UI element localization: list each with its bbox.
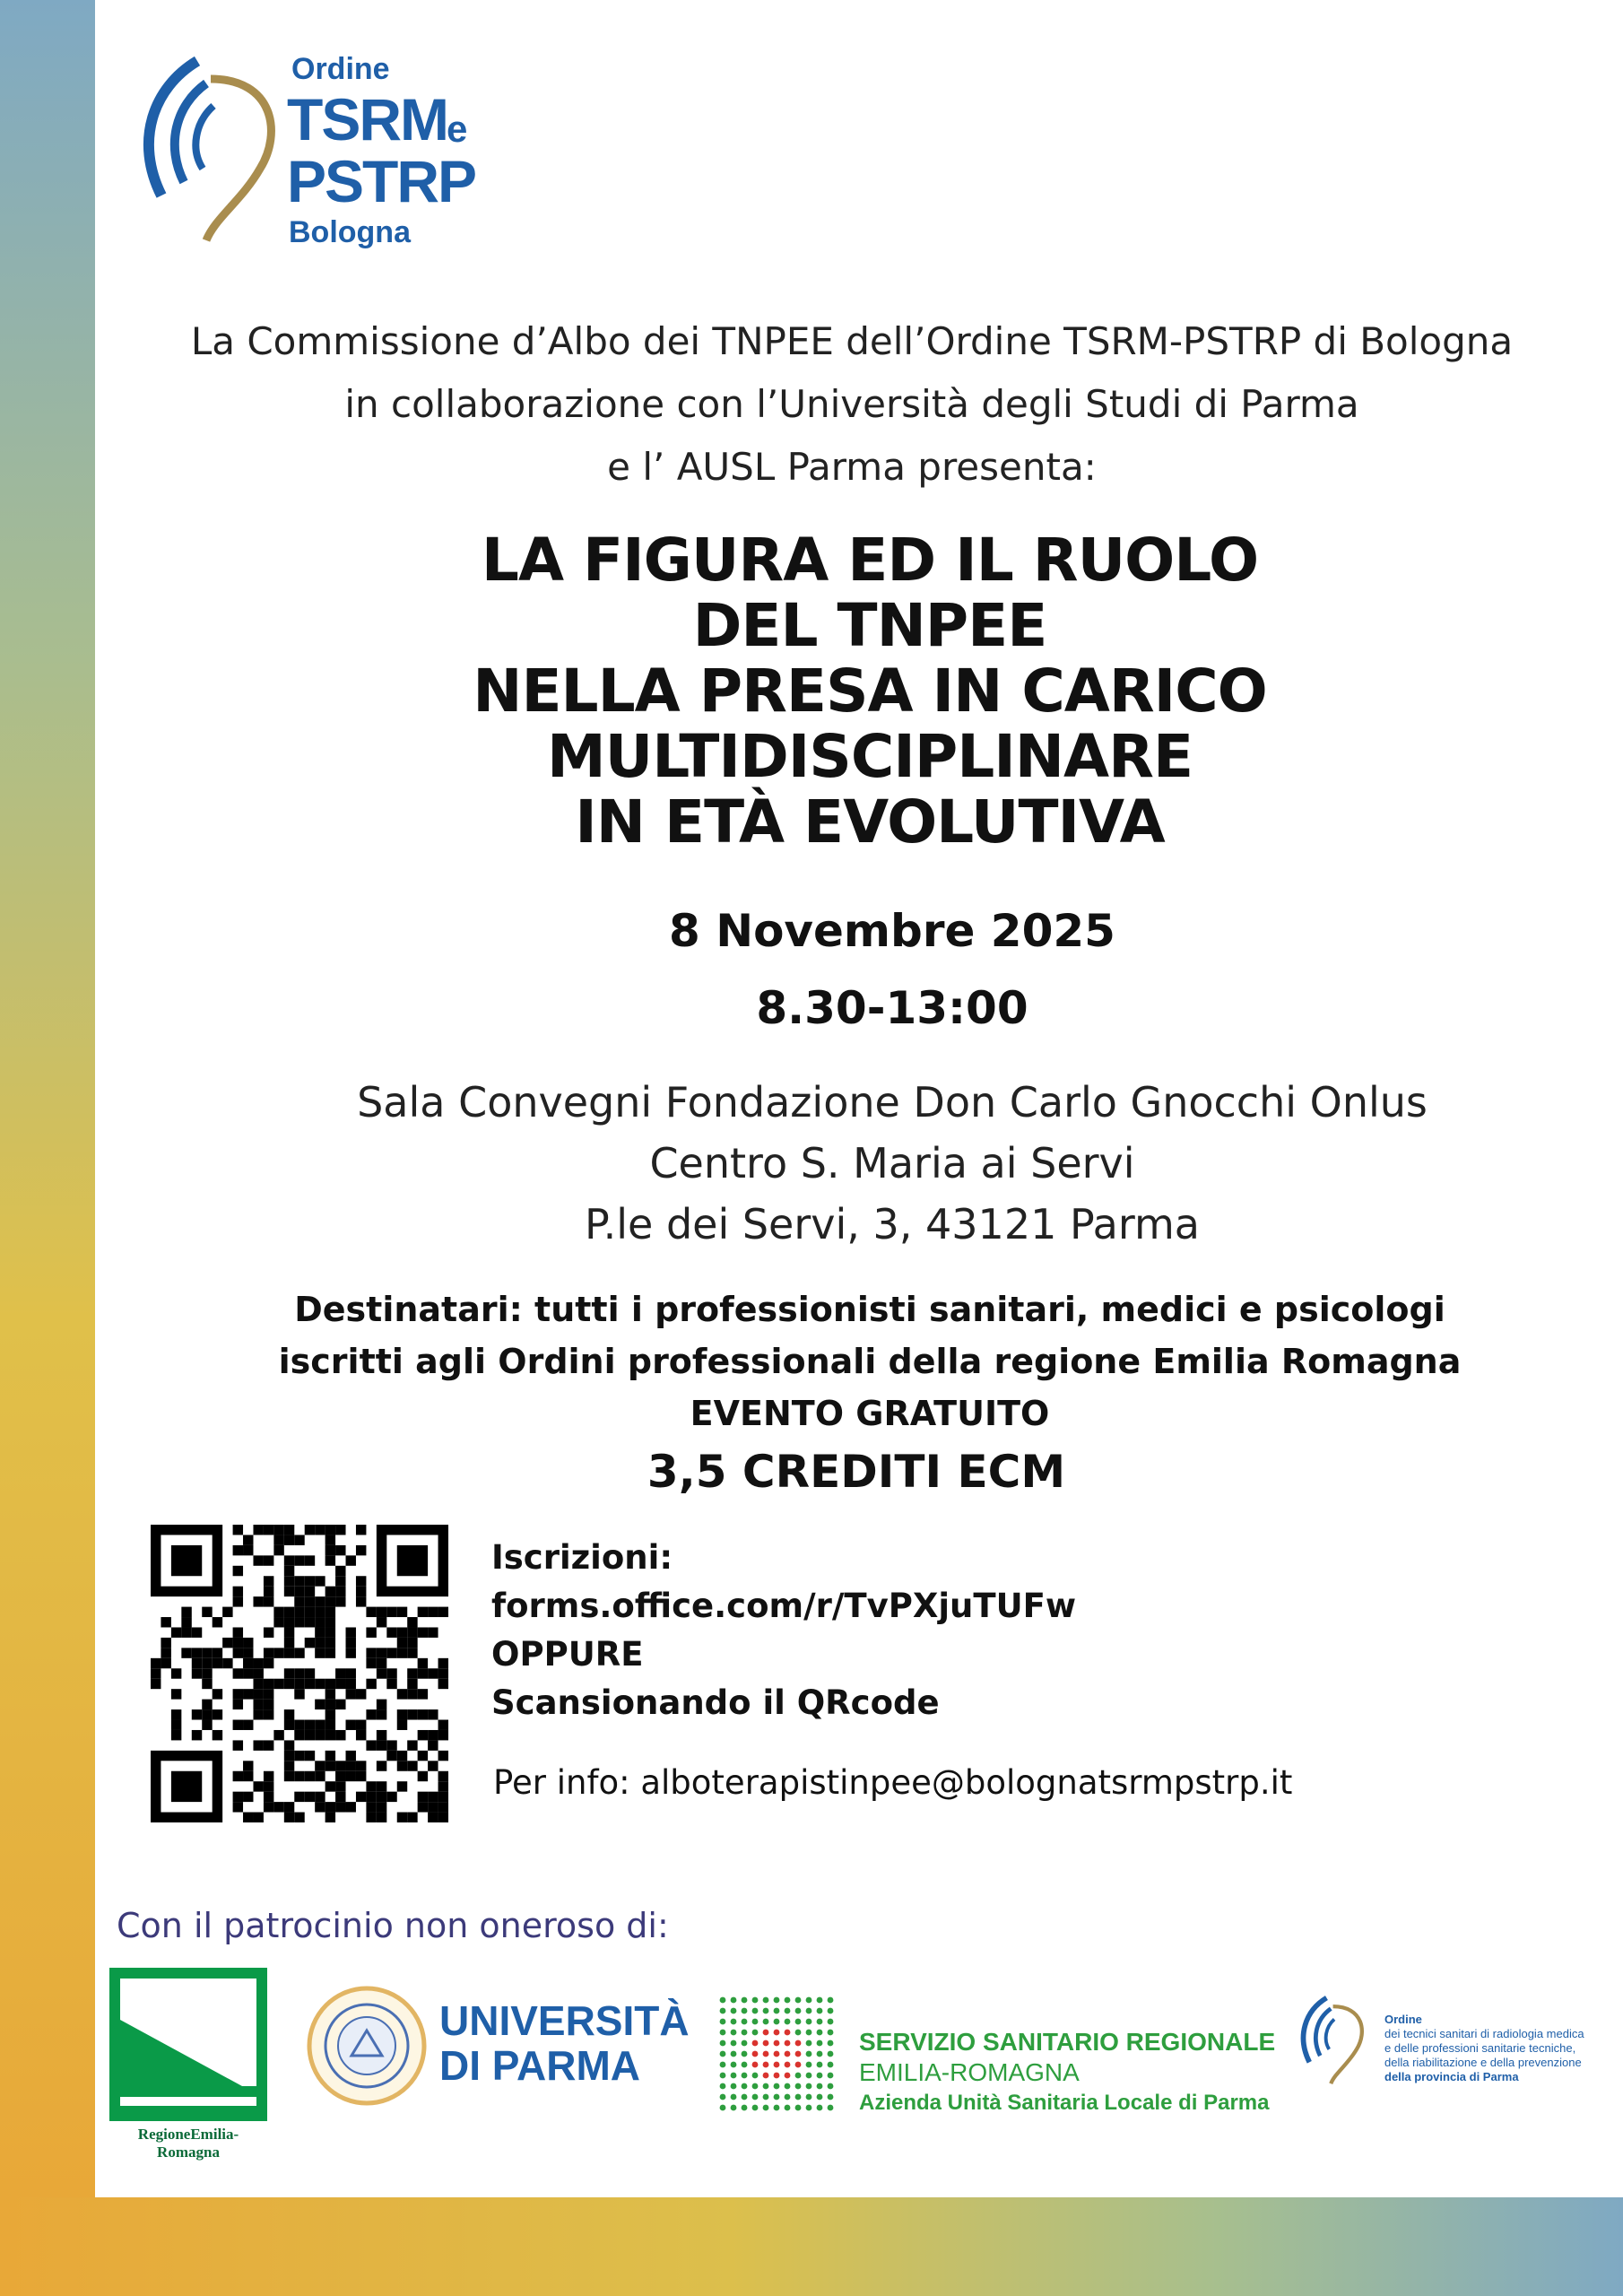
event-time: 8.30-13:00 <box>756 982 1028 1034</box>
ordine-parma-title: Ordine <box>1384 2013 1422 2026</box>
intro-line-1: La Commissione d’Albo dei TNPEE dell’Ordine TSRM-PSTRP di Bologna <box>190 319 1514 363</box>
ordine-parma-line-1: dei tecnici sanitari di radiologia medica <box>1384 2027 1584 2040</box>
universita-line-1: UNIVERSITÀ <box>439 1997 690 2044</box>
ssr-line-1: SERVIZIO SANITARIO REGIONALE <box>859 2028 1276 2056</box>
university-seal-icon <box>305 1984 429 2108</box>
title-line-4: MULTIDISCIPLINARE <box>546 722 1193 791</box>
title-line-1: LA FIGURA ED IL RUOLO <box>481 526 1259 595</box>
ssr-dot-grid-icon <box>716 1993 838 2115</box>
logo-ordine-label: Ordine <box>291 52 390 86</box>
venue-line-2: Centro S. Maria ai Servi <box>649 1139 1135 1187</box>
ssr-logo <box>716 1993 838 2115</box>
registration-block <box>491 1534 1478 1727</box>
audience-block <box>233 1283 1506 1439</box>
logo-e-label: e <box>447 108 468 150</box>
registration-label: Iscrizioni: <box>491 1538 673 1577</box>
left-gradient-border <box>0 0 95 2197</box>
audience-line-2: iscritti agli Ordini professionali della regione Emilia Romagna <box>278 1342 1462 1381</box>
ordine-parma-text <box>1384 2013 1591 2084</box>
regione-label: RegioneEmilia-Romagna <box>137 2126 239 2161</box>
venue-line-3: P.le dei Servi, 3, 43121 Parma <box>585 1200 1200 1248</box>
event-title <box>287 527 1453 855</box>
registration-link[interactable]: forms.office.com/r/TvPXjuTUFw <box>491 1587 1077 1625</box>
intro-line-3: e l’ AUSL Parma presenta: <box>607 445 1097 489</box>
registration-qr-text: Scansionando il QRcode <box>491 1683 940 1722</box>
event-datetime <box>484 892 1300 1047</box>
venue-block <box>296 1072 1488 1255</box>
registration-or: OPPURE <box>491 1635 644 1674</box>
event-date: 8 Novembre 2025 <box>669 905 1115 957</box>
ecm-credits: 3,5 CREDITI ECM <box>647 1446 1066 1498</box>
logo-city-label: Bologna <box>289 215 411 249</box>
intro-block <box>161 310 1542 499</box>
ordine-parma-logo <box>1291 1989 1587 2097</box>
ssr-text <box>859 2027 1275 2118</box>
ordine-parma-swirl-icon <box>1291 1989 1368 2088</box>
universita-seal <box>305 1984 429 2108</box>
ordine-parma-line-4: della provincia di Parma <box>1384 2070 1519 2083</box>
qr-code-icon <box>151 1525 448 1822</box>
qr-code[interactable] <box>151 1525 448 1822</box>
bottom-gradient-border <box>0 2197 1623 2296</box>
ssr-line-2: EMILIA-ROMAGNA <box>859 2058 1080 2086</box>
regione-flag-icon <box>108 1966 269 2123</box>
ordine-swirl-icon <box>126 43 282 249</box>
universita-name <box>439 1998 690 2088</box>
free-event-label: EVENTO GRATUITO <box>690 1394 1050 1433</box>
regione-logo <box>108 1966 269 2161</box>
venue-line-1: Sala Convegni Fondazione Don Carlo Gnocchi Onlus <box>357 1078 1428 1126</box>
title-line-2: DEL TNPEE <box>692 591 1047 660</box>
title-line-3: NELLA PRESA IN CARICO <box>473 657 1267 726</box>
info-email[interactable]: Per info: alboterapistinpee@bolognatsrmpstrp.it <box>493 1763 1293 1802</box>
ssr-line-3: Azienda Unità Sanitaria Locale di Parma <box>859 2091 1270 2115</box>
logo-tsrm-label: TSRM <box>287 86 447 152</box>
intro-line-2: in collaborazione con l’Università degli Studi di Parma <box>344 382 1359 426</box>
logo-pstrp-label: PSTRP <box>287 148 476 214</box>
audience-line-1: Destinatari: tutti i professionisti sanitari, medici e psicologi <box>294 1290 1445 1329</box>
title-line-5: IN ETÀ EVOLUTIVA <box>575 787 1165 857</box>
ordine-parma-line-3: della riabilitazione e della prevenzione <box>1384 2056 1582 2069</box>
ordine-parma-line-2: e delle professioni sanitarie tecniche, <box>1384 2041 1576 2055</box>
ordine-logo <box>126 36 484 278</box>
universita-line-2: DI PARMA <box>439 2042 641 2089</box>
sponsors-label: Con il patrocinio non oneroso di: <box>117 1906 669 1945</box>
